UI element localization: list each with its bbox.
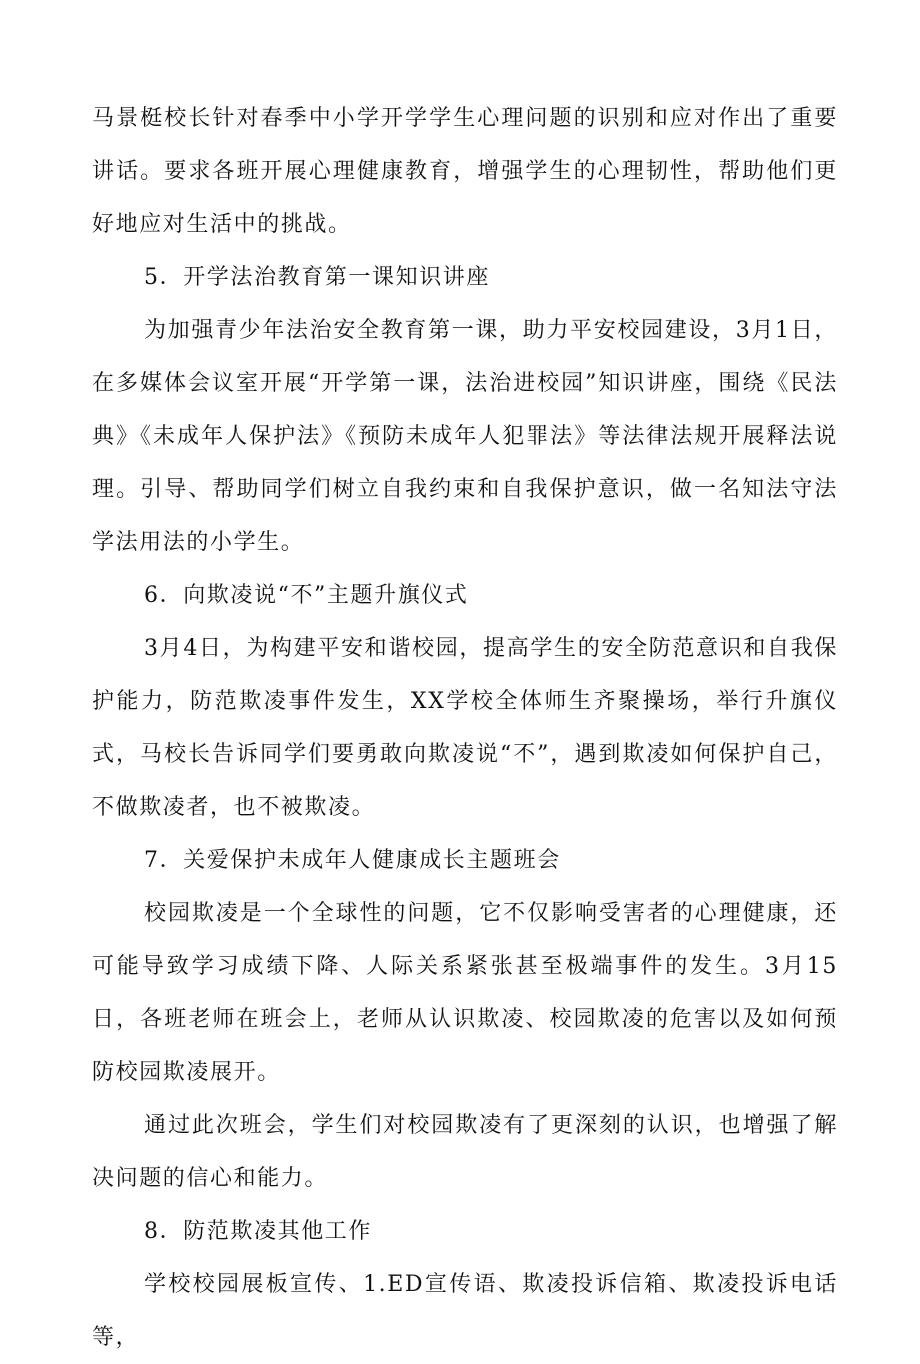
section-heading-7: 7．关爱保护未成年人健康成长主题班会 <box>144 848 561 873</box>
paragraph-law-lecture: 为加强青少年法治安全教育第一课，助力平安校园建设，3月1日，在多媒体会议室开展“开学第一课，法治进校园”知识讲座，围绕《民法典》《未成年人保护法》《预防未成年人犯罪法》等法律法规开展释法说理。引导、帮助同学们树立自我约束和自我保护意识，做一名知法守法学法用法的小学生。 <box>92 318 838 555</box>
section-heading-8: 8．防范欺凌其他工作 <box>144 1219 372 1244</box>
paragraph-class-meeting: 校园欺凌是一个全球性的问题，它不仅影响受害者的心理健康，还可能导致学习成绩下降、人际关系紧张甚至极端事件的发生。3月15日，各班老师在班会上，老师从认识欺凌、校园欺凌的危害以及如何预防校园欺凌展开。 <box>92 901 838 1085</box>
paragraph-flag-ceremony: 3月4日，为构建平安和谐校园，提高学生的安全防范意识和自我保护能力，防范欺凌事件发生，XX学校全体师生齐聚操场，举行升旗仪式，马校长告诉同学们要勇敢向欺凌说“不”，遇到欺凌如何保护自己，不做欺凌者，也不被欺凌。 <box>92 636 838 820</box>
section-heading-5: 5．开学法治教育第一课知识讲座 <box>144 265 490 290</box>
section-heading-6: 6．向欺凌说“不”主题升旗仪式 <box>144 583 469 608</box>
paragraph-intro: 马景梃校长针对春季中小学开学学生心理问题的识别和应对作出了重要讲话。要求各班开展心理健康教育，增强学生的心理韧性，帮助他们更好地应对生活中的挑战。 <box>92 106 838 237</box>
document-body <box>92 92 838 1364</box>
paragraph-class-meeting-result: 通过此次班会，学生们对校园欺凌有了更深刻的认识，也增强了解决问题的信心和能力。 <box>92 1113 838 1191</box>
paragraph-other-work: 学校校园展板宣传、1.ED宣传语、欺凌投诉信箱、欺凌投诉电话等， <box>92 1272 838 1350</box>
